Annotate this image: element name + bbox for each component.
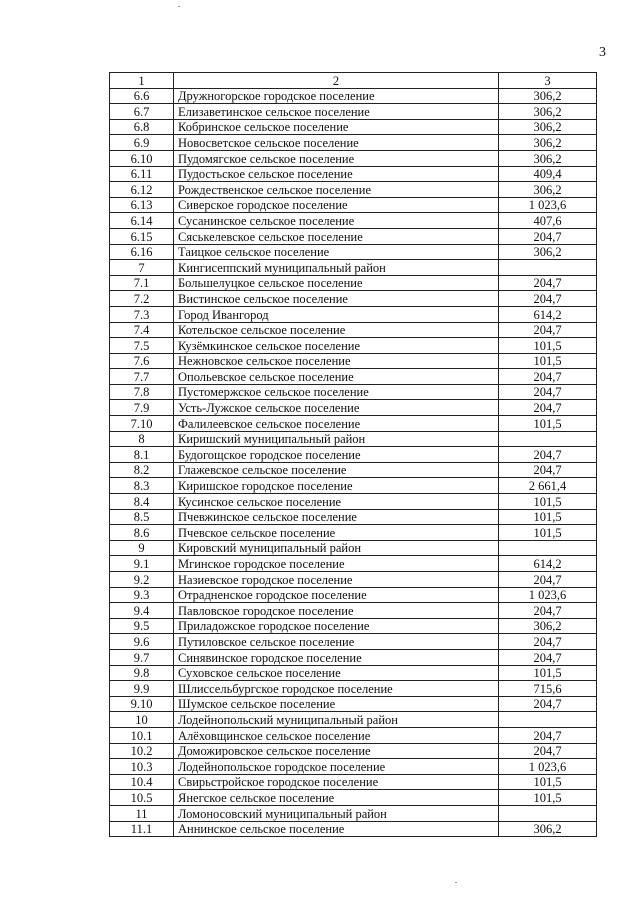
row-value [499,805,597,821]
table-row [110,260,597,276]
row-value: 2 661,4 [499,478,597,494]
table-row [110,540,597,556]
table-row [110,572,597,588]
row-name: Пчевское сельское поселение [174,525,499,541]
row-value: 306,2 [499,104,597,120]
row-name: Кузёмкинское сельское поселение [174,338,499,354]
row-value: 101,5 [499,509,597,525]
row-name: Алёховщинское сельское поселение [174,727,499,743]
header-col-1: 1 [110,73,174,89]
table-row [110,275,597,291]
row-value: 204,7 [499,275,597,291]
row-value: 204,7 [499,322,597,338]
row-number: 6.6 [110,88,174,104]
row-number: 7.9 [110,400,174,416]
row-value: 204,7 [499,462,597,478]
row-number: 6.8 [110,119,174,135]
row-value: 204,7 [499,649,597,665]
row-value: 204,7 [499,696,597,712]
row-name: Большелуцкое сельское поселение [174,275,499,291]
table-row [110,525,597,541]
table-row [110,462,597,478]
row-value: 204,7 [499,634,597,650]
row-number: 9.1 [110,556,174,572]
row-name: Вистинское сельское поселение [174,291,499,307]
table-row [110,712,597,728]
row-value: 306,2 [499,618,597,634]
header-col-2: 2 [174,73,499,89]
row-name: Киришское городское поселение [174,478,499,494]
row-value: 715,6 [499,681,597,697]
row-number: 8.2 [110,462,174,478]
table-row [110,743,597,759]
row-value: 101,5 [499,338,597,354]
row-name: Свирьстройское городское поселение [174,774,499,790]
row-number: 9.7 [110,649,174,665]
row-value: 306,2 [499,821,597,837]
row-name: Кусинское сельское поселение [174,494,499,510]
table-row [110,759,597,775]
row-value: 407,6 [499,213,597,229]
table-row [110,509,597,525]
row-value: 204,7 [499,384,597,400]
row-name: Фалилеевское сельское поселение [174,416,499,432]
row-value: 204,7 [499,291,597,307]
row-value [499,540,597,556]
row-name: Назиевское городское поселение [174,572,499,588]
row-value: 101,5 [499,525,597,541]
row-name: Котельское сельское поселение [174,322,499,338]
row-number: 7.1 [110,275,174,291]
row-value: 306,2 [499,244,597,260]
row-value: 101,5 [499,774,597,790]
row-name: Шумское сельское поселение [174,696,499,712]
allocation-table [109,72,597,837]
row-number: 6.9 [110,135,174,151]
row-name: Мгинское городское поселение [174,556,499,572]
row-value [499,712,597,728]
row-number: 6.10 [110,150,174,166]
row-name: Таицкое сельское поселение [174,244,499,260]
table-row [110,197,597,213]
table-row [110,478,597,494]
row-name: Дружногорское городское поселение [174,88,499,104]
row-number: 9.9 [110,681,174,697]
row-number: 10.2 [110,743,174,759]
row-name: Павловское городское поселение [174,603,499,619]
row-number: 7.5 [110,338,174,354]
row-number: 9.6 [110,634,174,650]
row-number: 9.2 [110,572,174,588]
table-row [110,494,597,510]
row-number: 8.1 [110,447,174,463]
row-value [499,260,597,276]
table-row [110,369,597,385]
row-name: Синявинское городское поселение [174,649,499,665]
row-name: Пудостьское сельское поселение [174,166,499,182]
row-name: Елизаветинское сельское поселение [174,104,499,120]
row-number: 9.4 [110,603,174,619]
row-value [499,431,597,447]
table-row [110,166,597,182]
table-row [110,447,597,463]
row-number: 9.3 [110,587,174,603]
table-row [110,790,597,806]
row-number: 8.5 [110,509,174,525]
row-name: Рождественское сельское поселение [174,182,499,198]
row-number: 8.3 [110,478,174,494]
row-name: Путиловское сельское поселение [174,634,499,650]
table-row [110,774,597,790]
table-row [110,291,597,307]
row-number: 7.8 [110,384,174,400]
table-row [110,306,597,322]
row-name: Доможировское сельское поселение [174,743,499,759]
row-name: Пудомягское сельское поселение [174,150,499,166]
row-number: 7.4 [110,322,174,338]
table-row [110,649,597,665]
table-row [110,665,597,681]
table-row [110,431,597,447]
row-name: Суховское сельское поселение [174,665,499,681]
row-number: 11 [110,805,174,821]
table-row [110,821,597,837]
row-name: Опольевское сельское поселение [174,369,499,385]
page-number: 3 [599,45,606,60]
row-number: 6.14 [110,213,174,229]
row-number: 7.10 [110,416,174,432]
row-number: 9 [110,540,174,556]
row-name: Лодейнопольское городское поселение [174,759,499,775]
row-number: 6.15 [110,228,174,244]
row-number: 9.8 [110,665,174,681]
table-row [110,634,597,650]
row-value: 204,7 [499,727,597,743]
row-value: 101,5 [499,790,597,806]
row-value: 306,2 [499,88,597,104]
row-name: Новосветское сельское поселение [174,135,499,151]
row-number: 7.2 [110,291,174,307]
row-number: 10.1 [110,727,174,743]
row-name: Будогощское городское поселение [174,447,499,463]
table-row [110,681,597,697]
row-value: 101,5 [499,494,597,510]
row-name: Киришский муниципальный район [174,431,499,447]
row-number: 9.10 [110,696,174,712]
table-row [110,416,597,432]
row-number: 10 [110,712,174,728]
row-number: 10.5 [110,790,174,806]
row-value: 204,7 [499,572,597,588]
row-name: Ломоносовский муниципальный район [174,805,499,821]
row-number: 11.1 [110,821,174,837]
row-value: 101,5 [499,416,597,432]
table-row [110,104,597,120]
row-value: 306,2 [499,135,597,151]
row-value: 204,7 [499,228,597,244]
row-value: 204,7 [499,400,597,416]
table-row [110,228,597,244]
table-row [110,727,597,743]
row-value: 1 023,6 [499,197,597,213]
row-name: Усть-Лужское сельское поселение [174,400,499,416]
table-row [110,384,597,400]
row-name: Город Ивангород [174,306,499,322]
row-number: 6.12 [110,182,174,198]
row-value: 1 023,6 [499,759,597,775]
row-name: Приладожское городское поселение [174,618,499,634]
row-value: 204,7 [499,369,597,385]
table-row [110,213,597,229]
row-value: 306,2 [499,150,597,166]
row-number: 7.6 [110,353,174,369]
row-value: 306,2 [499,119,597,135]
row-value: 614,2 [499,306,597,322]
table-row [110,353,597,369]
table-row [110,135,597,151]
row-number: 7.3 [110,306,174,322]
row-number: 10.4 [110,774,174,790]
table-header-row [110,73,597,89]
row-value: 204,7 [499,603,597,619]
row-number: 6.11 [110,166,174,182]
row-name: Янегское сельское поселение [174,790,499,806]
table-row [110,182,597,198]
row-number: 6.7 [110,104,174,120]
header-col-3: 3 [499,73,597,89]
row-number: 9.5 [110,618,174,634]
row-value: 204,7 [499,743,597,759]
row-name: Пчевжинское сельское поселение [174,509,499,525]
row-value: 204,7 [499,447,597,463]
table-row [110,556,597,572]
row-value: 101,5 [499,353,597,369]
scan-speck [455,882,457,883]
row-name: Сусанинское сельское поселение [174,213,499,229]
row-number: 7.7 [110,369,174,385]
table-row [110,88,597,104]
table-row [110,338,597,354]
row-name: Кобринское сельское поселение [174,119,499,135]
table-row [110,618,597,634]
table-row [110,322,597,338]
row-value: 101,5 [499,665,597,681]
row-name: Нежновское сельское поселение [174,353,499,369]
row-name: Отрадненское городское поселение [174,587,499,603]
table-row [110,587,597,603]
row-name: Аннинское сельское поселение [174,821,499,837]
row-name: Пустомержское сельское поселение [174,384,499,400]
table-row [110,119,597,135]
row-number: 8 [110,431,174,447]
row-name: Шлиссельбургское городское поселение [174,681,499,697]
row-number: 10.3 [110,759,174,775]
row-value: 306,2 [499,182,597,198]
table-row [110,244,597,260]
row-value: 1 023,6 [499,587,597,603]
scan-speck [178,6,180,7]
row-value: 409,4 [499,166,597,182]
table-row [110,400,597,416]
table-row [110,805,597,821]
row-name: Кировский муниципальный район [174,540,499,556]
row-number: 8.6 [110,525,174,541]
row-name: Сяськелевское сельское поселение [174,228,499,244]
row-name: Кингисеппский муниципальный район [174,260,499,276]
row-number: 8.4 [110,494,174,510]
table-row [110,603,597,619]
row-number: 6.13 [110,197,174,213]
table-row [110,150,597,166]
row-number: 6.16 [110,244,174,260]
row-name: Глажевское сельское поселение [174,462,499,478]
table-row [110,696,597,712]
row-value: 614,2 [499,556,597,572]
row-number: 7 [110,260,174,276]
row-name: Сиверское городское поселение [174,197,499,213]
row-name: Лодейнопольский муниципальный район [174,712,499,728]
